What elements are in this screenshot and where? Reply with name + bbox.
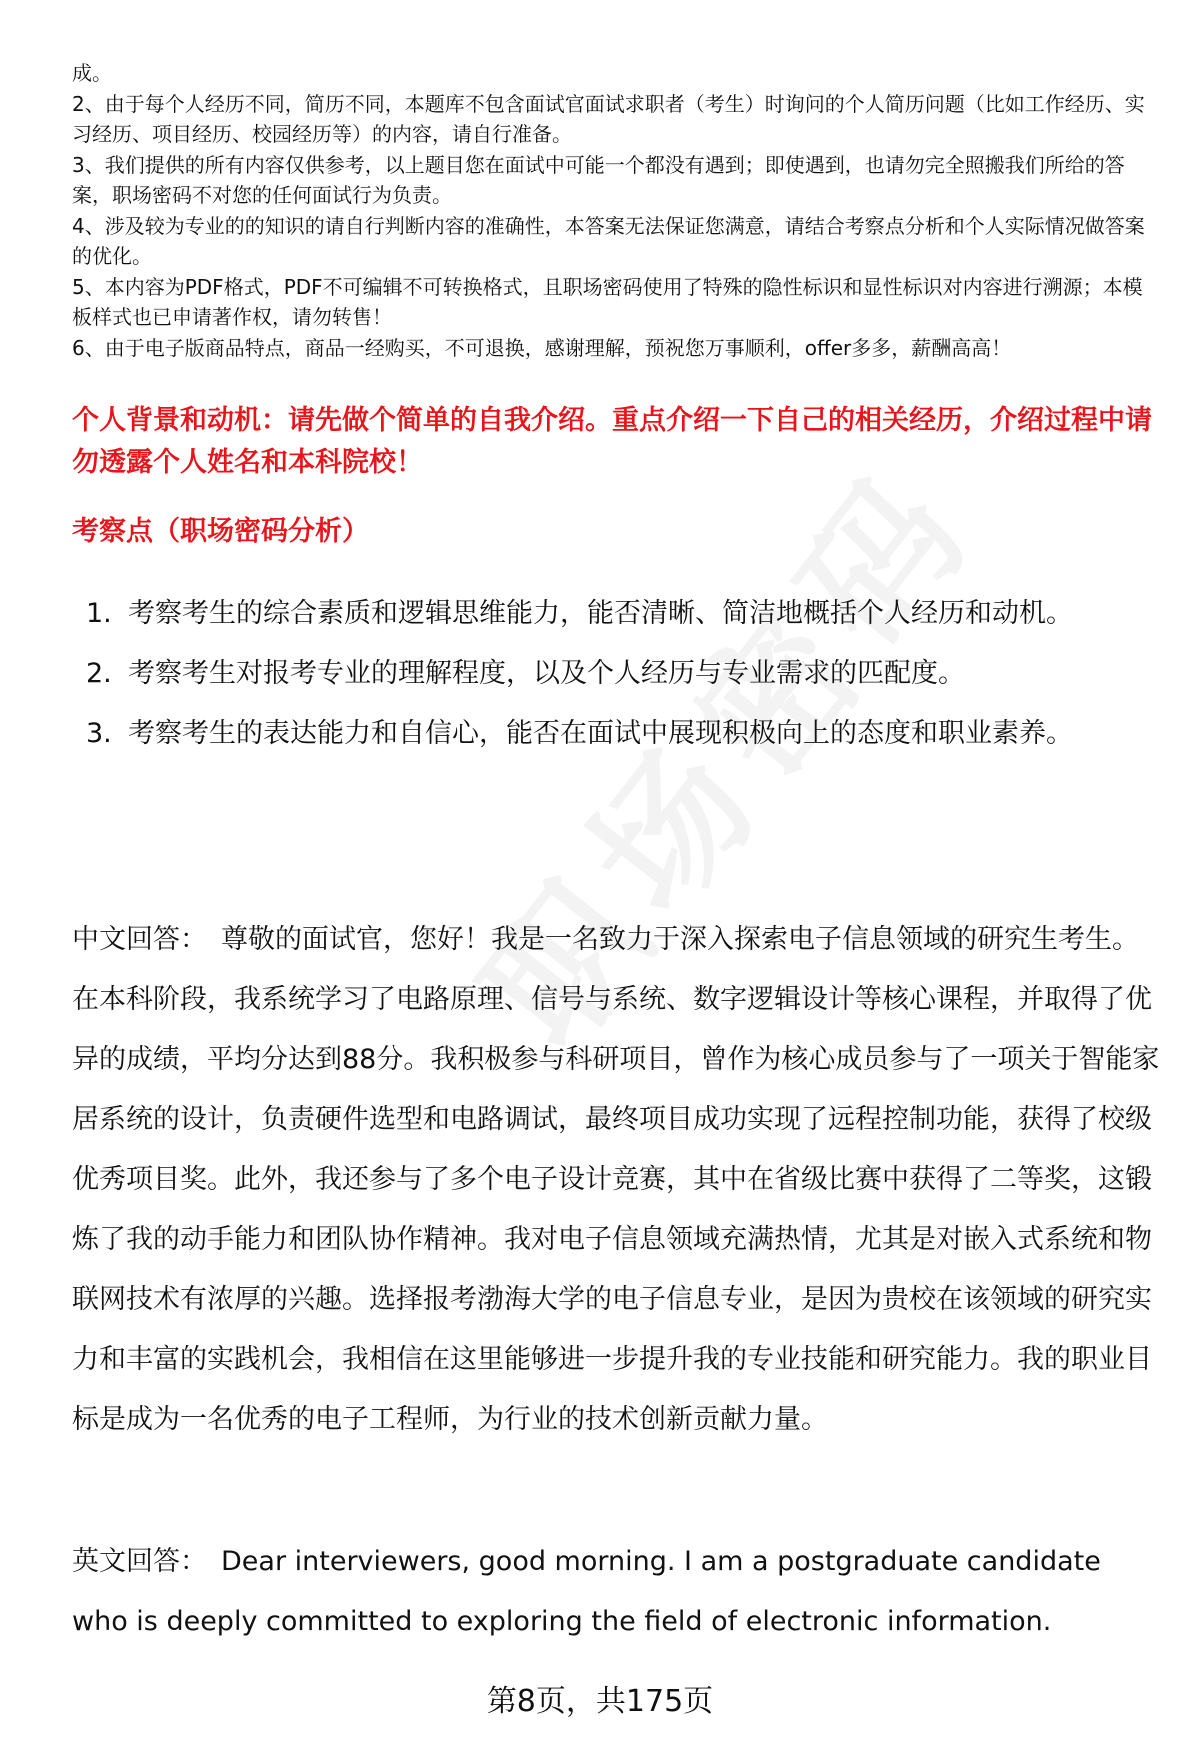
- question-title: 个人背景和动机：请先做个简单的自我介绍。重点介绍一下自己的相关经历，介绍过程中请勿透露个人姓名和本科院校！: [72, 405, 1152, 478]
- list-item: [72, 584, 1132, 644]
- list-item: [72, 644, 1132, 704]
- notes-section: [72, 58, 1162, 363]
- list-item: [72, 704, 1132, 764]
- page-number: 第8页，共175页: [486, 1684, 714, 1719]
- note-line: 2、由于每个人经历不同，简历不同，本题库不包含面试官面试求职者（考生）时询问的个人简历问题（比如工作经历、实习经历、项目经历、校园经历等）的内容，请自行准备。: [72, 91, 1145, 146]
- list-item-text: 考察考生对报考专业的理解程度，以及个人经历与专业需求的匹配度。: [128, 658, 965, 689]
- chinese-answer-text: 尊敬的面试官，您好！我是一名致力于深入探索电子信息领域的研究生考生。在本科阶段，我系统学习了电路原理、信号与系统、数字逻辑设计等核心课程，并取得了优异的成绩，平均分达到88分。我积极参与科研项目，曾作为核心成员参与了一项关于智能家居系统的设计，负责硬件选型和电路调试，最终项目成功实现了远程控制功能，获得了校级优秀项目奖。此外，我还参与了多个电子设计竞赛，其中在省级比赛中获得了二等奖，这锻炼了我的动手能力和团队协作精神。我对电子信息领域充满热情，尤其是对嵌入式系统和物联网技术有浓厚的兴趣。选择报考渤海大学的电子信息专业，是因为贵校在该领域的研究实力和丰富的实践机会，我相信在这里能够进一步提升我的专业技能和研究能力。我的职业目标是成为一名优秀的电子工程师，为行业的技术创新贡献力量。: [72, 924, 1160, 1435]
- chinese-answer: [72, 910, 1162, 1450]
- points-list: [72, 584, 1132, 764]
- note-line: 6、由于电子版商品特点，商品一经购买，不可退换，感谢理解，预祝您万事顺利，offer多多，薪酬高高！: [72, 335, 1012, 360]
- english-answer: [72, 1532, 1162, 1652]
- note-line: 4、涉及较为专业的的知识的请自行判断内容的准确性，本答案无法保证您满意，请结合考察点分析和个人实际情况做答案的优化。: [72, 213, 1145, 268]
- note-line: 成。: [72, 61, 112, 85]
- points-heading: 考察点（职场密码分析）: [72, 516, 369, 547]
- chinese-answer-label: 中文回答：: [72, 924, 207, 955]
- note-line: 3、我们提供的所有内容仅供参考，以上题目您在面试中可能一个都没有遇到；即使遇到，也请勿完全照搬我们所给的答案，职场密码不对您的任何面试行为负责。: [72, 152, 1125, 207]
- list-item-text: 考察考生的表达能力和自信心，能否在面试中展现积极向上的态度和职业素养。: [128, 718, 1073, 749]
- list-item-number: 1.: [86, 598, 112, 629]
- english-answer-label: 英文回答：: [72, 1546, 207, 1577]
- list-item-number: 2.: [86, 658, 112, 689]
- list-item-number: 3.: [86, 718, 112, 749]
- list-item-text: 考察考生的综合素质和逻辑思维能力，能否清晰、简洁地概括个人经历和动机。: [128, 598, 1073, 629]
- note-line: 5、本内容为PDF格式，PDF不可编辑不可转换格式，且职场密码使用了特殊的隐性标识和显性标识对内容进行溯源；本模板样式也已申请著作权，请勿转售！: [72, 274, 1143, 329]
- english-answer-text: Dear interviewers, good morning. I am a postgraduate candidate who is deeply committed to exploring the field of electronic information.: [72, 1546, 1101, 1637]
